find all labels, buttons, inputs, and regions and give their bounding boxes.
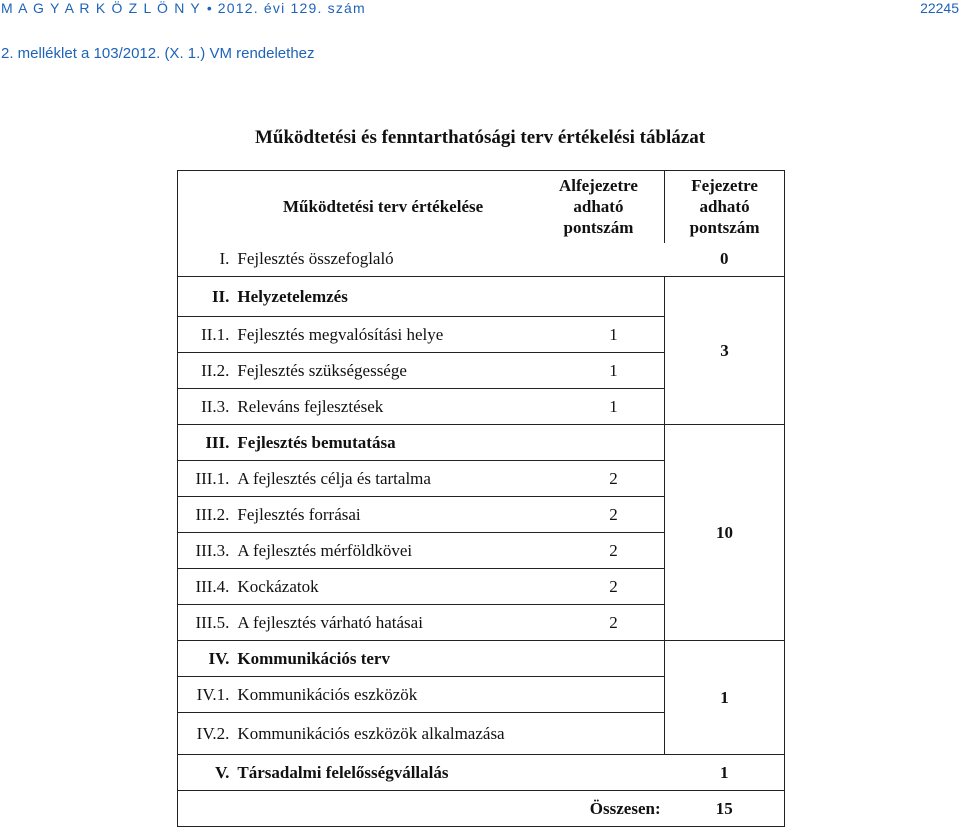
section-number: III. [178,425,234,461]
item-points: 2 [533,533,665,569]
item-points: 1 [533,389,665,425]
item-label: Releváns fejlesztések [233,389,532,425]
section-title: Fejlesztés összefoglaló [233,243,532,277]
item-number: II.2. [178,353,234,389]
section-number: II. [178,277,234,317]
item-label: Kommunikációs eszközök [233,677,532,713]
section-row-i [178,243,785,277]
item-number: III.3. [178,533,234,569]
item-label: A fejlesztés várható hatásai [233,605,532,641]
item-number: IV.2. [178,713,234,755]
publication-name: M A G Y A R K Ö Z L Ö N Y [1,0,201,16]
item-number: IV.1. [178,677,234,713]
item-points: 1 [533,353,665,389]
item-label: Kommunikációs eszközök alkalmazása [233,713,532,755]
chapter-points: 10 [665,425,785,641]
item-points [533,677,665,713]
criteria-header: Működtetési terv értékelése [233,171,532,243]
chapter-points-header: Fejezetre adható pontszám [665,171,785,243]
section-row-ii [178,277,785,317]
section-row-iv [178,641,785,677]
section-row-iii [178,425,785,461]
item-number: II.3. [178,389,234,425]
item-number: III.5. [178,605,234,641]
item-number: III.1. [178,461,234,497]
table-header-row [178,171,785,243]
section-title: Fejlesztés bemutatása [233,425,664,461]
page-header [0,0,960,20]
total-label: Összesen: [533,791,665,827]
item-label: Fejlesztés szükségessége [233,353,532,389]
chapter-points: 1 [665,641,785,755]
header-publication-line [1,0,366,16]
item-label: Fejlesztés megvalósítási helye [233,317,532,353]
total-row [178,791,785,827]
chapter-points: 3 [665,277,785,425]
item-points: 2 [533,497,665,533]
section-row-v [178,755,785,791]
total-value: 15 [665,791,785,827]
item-label: A fejlesztés mérföldkövei [233,533,532,569]
item-label: Kockázatok [233,569,532,605]
item-label: Fejlesztés forrásai [233,497,532,533]
section-number: I. [178,243,234,277]
evaluation-table [177,170,785,827]
section-title: Helyzetelemzés [233,277,664,317]
bullet-separator: • [206,0,212,16]
issue-number: 2012. évi 129. szám [217,0,366,16]
item-number: III.2. [178,497,234,533]
document-title: Működtetési és fenntarthatósági terv értékelési táblázat [254,127,706,148]
item-points: 2 [533,569,665,605]
item-points [533,713,665,755]
item-points: 2 [533,605,665,641]
item-number: II.1. [178,317,234,353]
section-title: Kommunikációs terv [233,641,664,677]
section-number: V. [178,755,234,791]
section-number: IV. [178,641,234,677]
section-title: Társadalmi felelősségvállalás [233,755,532,791]
annex-title: 2. melléklet a 103/2012. (X. 1.) VM rendelethez [1,45,315,62]
page-number: 22245 [920,0,959,16]
chapter-points: 1 [665,755,785,791]
sub-points-header: Alfejezetre adható pontszám [533,171,665,243]
item-points: 1 [533,317,665,353]
item-label: A fejlesztés célja és tartalma [233,461,532,497]
chapter-points: 0 [665,243,785,277]
item-points: 2 [533,461,665,497]
item-number: III.4. [178,569,234,605]
